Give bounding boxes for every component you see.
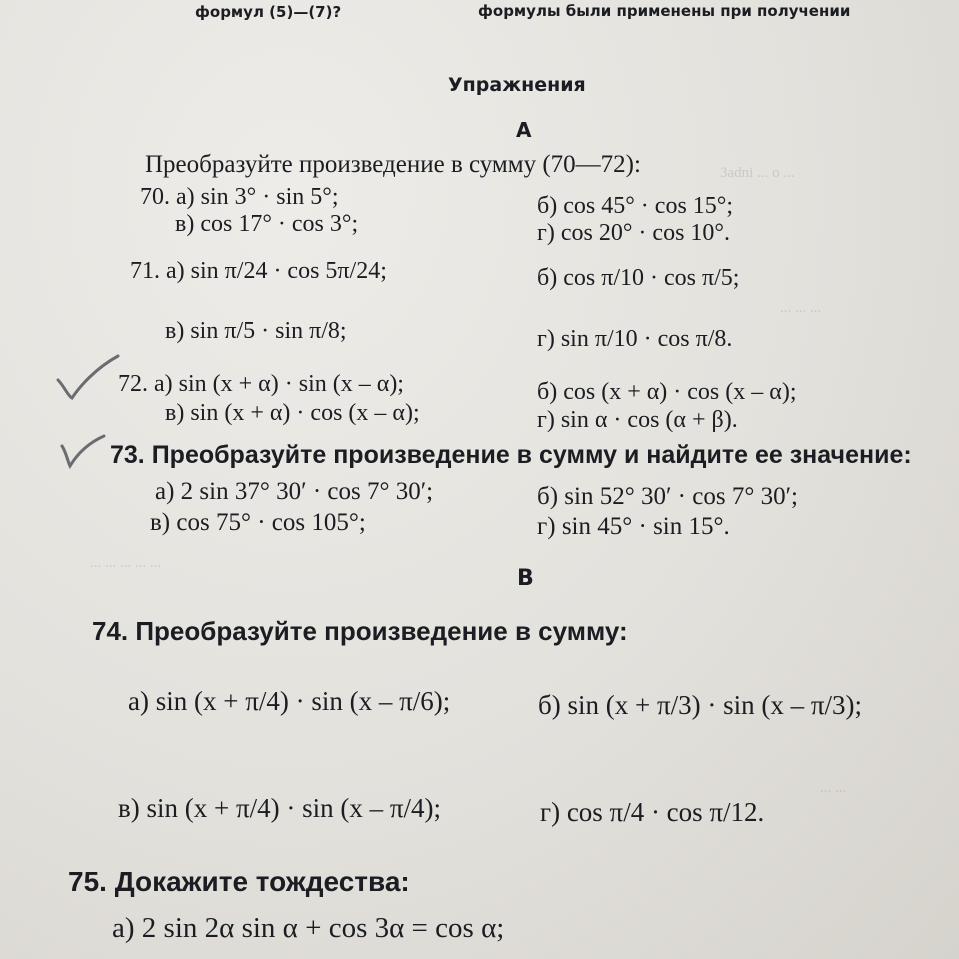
ex73-b: б) sin 52° 30′ · cos 7° 30′; [537,483,798,510]
ex74-b: б) sin (x + π/3) · sin (x – π/3); [538,690,862,720]
ex71-a: 71. а) sin π/24 · cos 5π/24; [130,258,387,284]
ex71-v: в) sin π/5 · sin π/8; [165,318,347,344]
section-title: Упражнения [448,74,586,96]
ex72-g: г) sin α · cos (α + β). [537,407,738,433]
ex70-g: г) cos 20° · cos 10°. [537,220,731,246]
ex72-a: 72. а) sin (x + α) · sin (x – α); [118,371,404,397]
ex73-g: г) sin 45° · sin 15°. [537,513,730,540]
top-cut-line-right: формулы были применены при получении [478,2,851,20]
ex72-b: б) cos (x + α) · cos (x – α); [537,379,797,405]
ex74-g: г) cos π/4 · cos π/12. [540,797,765,827]
bleed-through: 3adni ... o ... [720,165,795,181]
ex74-a: а) sin (x + π/4) · sin (x – π/6); [128,686,451,716]
ex74-title: 74. Преобразуйте произведение в сумму: [92,616,628,646]
ex74-v: в) sin (x + π/4) · sin (x – π/4); [118,793,441,823]
ex73-a: а) 2 sin 37° 30′ · cos 7° 30′; [155,478,434,505]
ex73-title: 73. Преобразуйте произведение в сумму и найдите ее значение: [110,441,912,469]
intro-text: Преобразуйте произведение в сумму (70—72): [145,151,641,178]
ex70-v: в) cos 17° · cos 3°; [175,211,359,237]
ex71-b: б) cos π/10 · cos π/5; [537,265,740,291]
ex73-v: в) cos 75° · cos 105°; [150,509,366,536]
ex72-v: в) sin (x + α) · cos (x – α); [165,400,420,426]
group-b-label: В [517,566,534,591]
ex70-b: б) cos 45° · cos 15°; [537,193,734,219]
ex70-a: 70. а) sin 3° · sin 5°; [140,184,339,210]
bleed-through: ... ... ... [780,300,822,316]
pencil-checkmark-icon [52,352,122,402]
bleed-through: ... ... ... ... ... [90,555,162,571]
ex71-g: г) sin π/10 · cos π/8. [537,326,733,352]
ex75-title: 75. Докажите тождества: [68,866,410,897]
bleed-through: ... ... [820,780,847,796]
group-a-label: А [516,118,532,142]
ex75-a: а) 2 sin 2α sin α + cos 3α = cos α; [112,912,505,944]
top-cut-line-left: формул (5)—(7)? [195,3,342,21]
pencil-checkmark-icon [58,432,108,472]
